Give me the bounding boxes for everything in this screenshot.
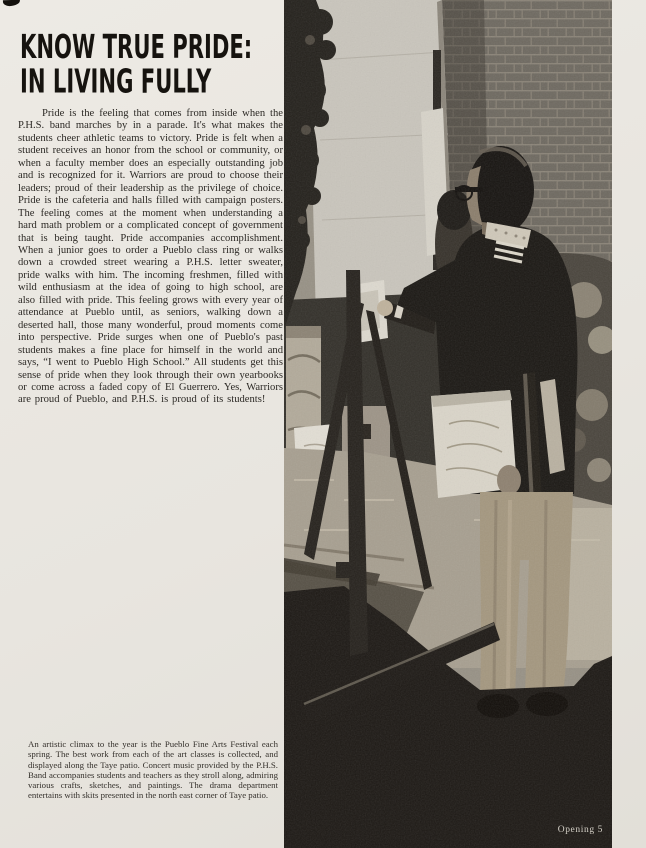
photo-scene bbox=[284, 0, 612, 848]
photo-caption: An artistic climax to the year is the Pueblo Fine Arts Festival each spring. The best work from each of the art classes is collected, and displayed along the Taye patio. Concert music provided by the P.H.S. Band accompanies students and teachers as they stroll along, admiring various crafts, sketches, and paintings. The drama department entertains with skits presented in the north east corner of Taye patio. bbox=[28, 739, 278, 801]
art-festival-photo bbox=[284, 0, 612, 848]
ink-mark bbox=[3, 0, 20, 6]
body-text: Pride is the feeling that comes from inside when the P.H.S. band marches by in a parade. It's what makes the students cheer athletic teams to victory. Pride is felt when a student receives an honor from the school or community, or when a faculty member does an especially outstanding job and is recognized for it. Warriors are proud to choose their leaders; proud of their leadership as the privilege of choice. Pride is the cafeteria and halls filled with campaign posters. The feeling comes at the moment when understanding a hard math problem or a complicated concept of government that is being taught. Pride accompanies accomplishment. When a junior goes to order a Pueblo class ring or walks down a crowded street wearing a P.H.S. letter sweater, pride walks with him. The incoming freshmen, filled with wild enthusiasm at the idea of going to high school, are also filled with pride. This feeling grows with every year of attendance at Pueblo until, as seniors, walking down a deserted hall, those many wonderful, proud moments come into perspective. Pride surges when one of Pueblo's past students makes a fine place for himself in the world and says, “I went to Pueblo High School.” All students get this sense of pride when they look through their own yearbooks or come across a faded copy of El Guerrero. Yes, Warriors are proud of Pueblo, and P.H.S. is proud of its students! bbox=[18, 108, 283, 406]
title-line-2: IN LIVING FULLY bbox=[20, 61, 212, 101]
photo-illustration bbox=[284, 0, 612, 848]
title-line-1: KNOW TRUE PRIDE: bbox=[20, 26, 253, 67]
photo-grain bbox=[284, 0, 612, 848]
page-title bbox=[20, 26, 253, 101]
page-number: Opening 5 bbox=[557, 825, 603, 835]
